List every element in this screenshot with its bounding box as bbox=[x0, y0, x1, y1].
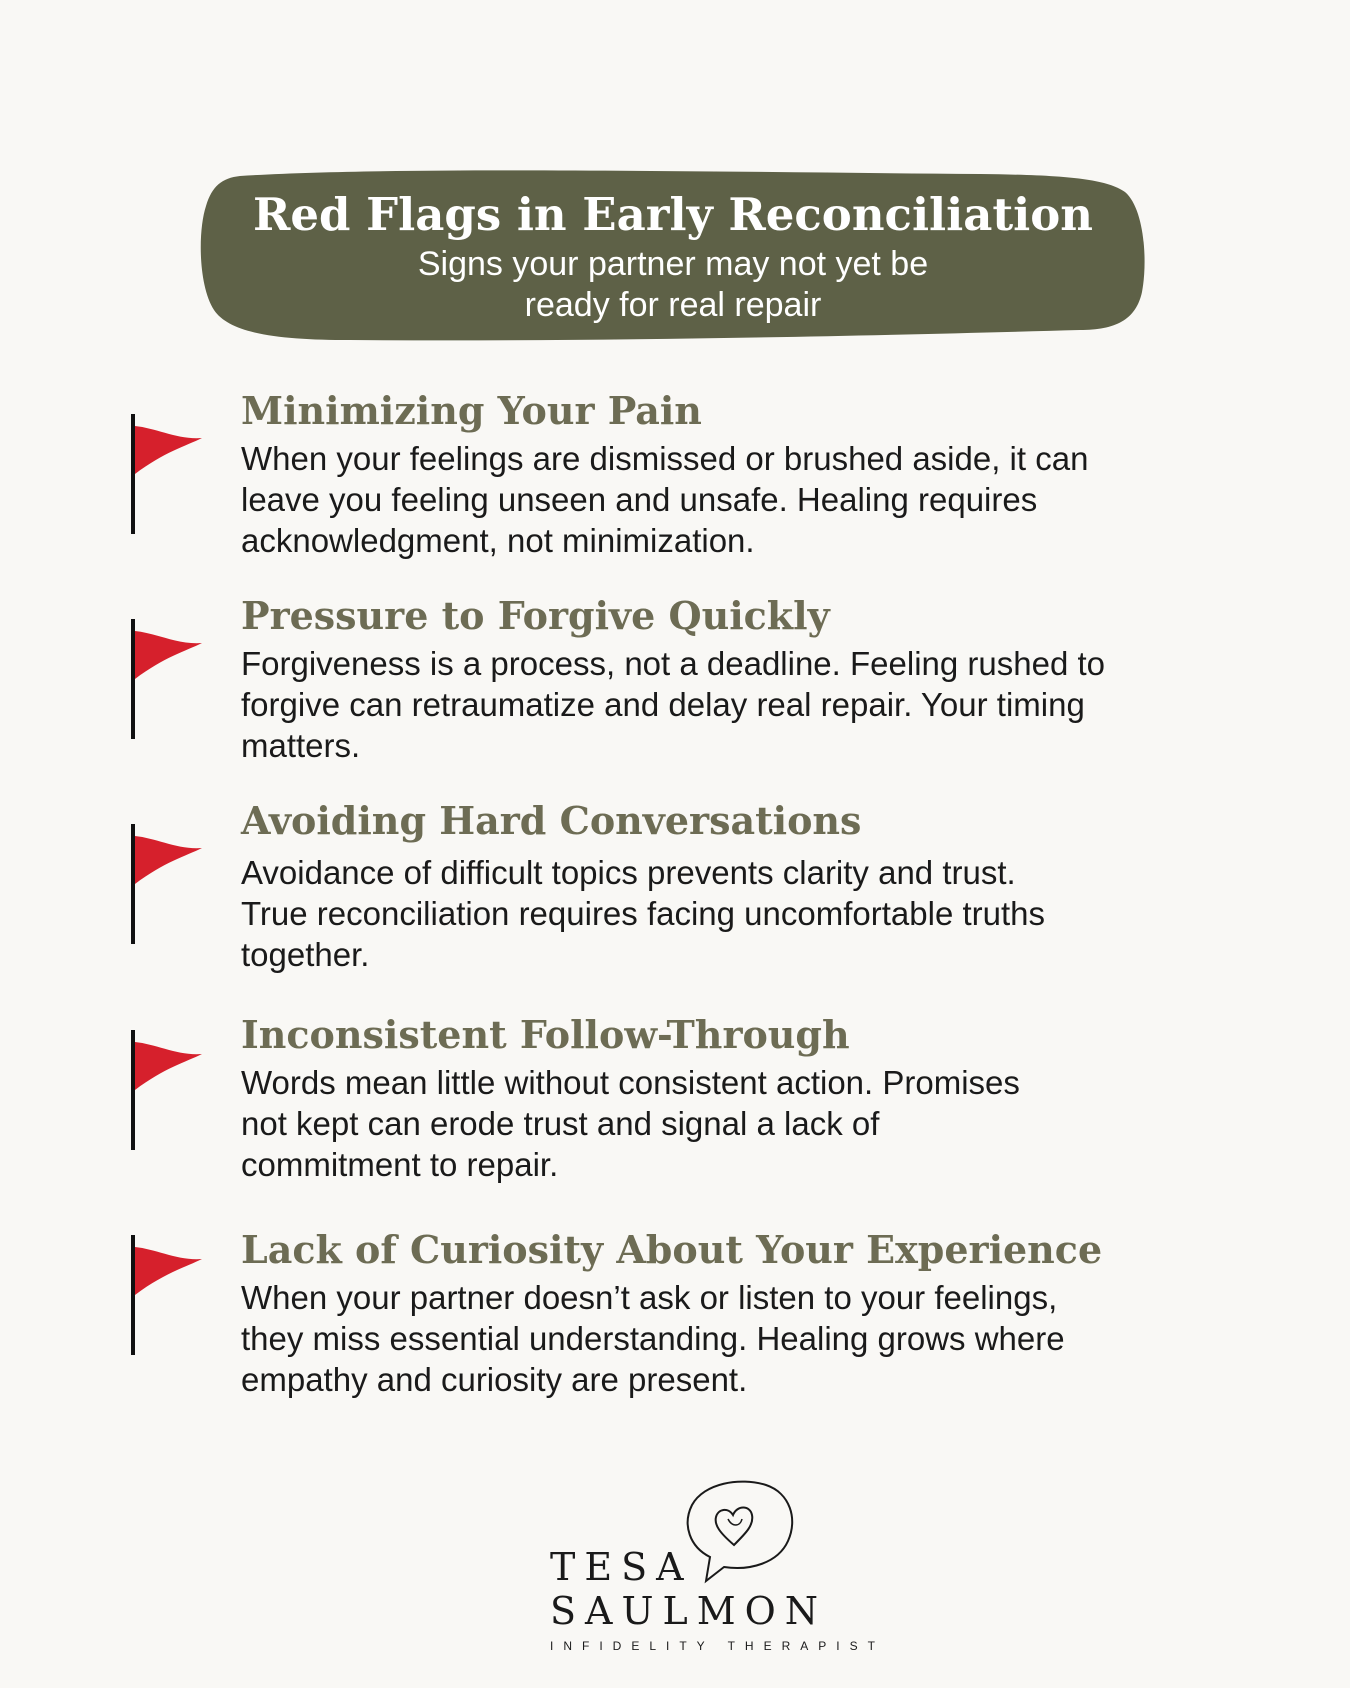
body-line: forgive can retraumatize and delay real repair. Your timing bbox=[241, 686, 1085, 723]
body-line: leave you feeling unseen and unsafe. Healing requires bbox=[241, 481, 1038, 518]
subtitle-line: Signs your partner may not yet be bbox=[417, 245, 929, 283]
item-heading: Avoiding Hard Conversations bbox=[241, 798, 862, 843]
page-title: Red Flags in Early Reconciliation bbox=[253, 188, 1093, 241]
body-line: not kept can erode trust and signal a lack of bbox=[241, 1105, 880, 1142]
body-line: matters. bbox=[241, 727, 361, 764]
subtitle-line: ready for real repair bbox=[524, 286, 822, 324]
body-line: together. bbox=[241, 936, 370, 973]
item-body bbox=[241, 643, 1241, 766]
logo-tagline: INFIDELITY THERAPIST bbox=[550, 1639, 885, 1653]
body-line: commitment to repair. bbox=[241, 1146, 559, 1183]
red-flag-icon bbox=[126, 1233, 206, 1361]
item-heading: Pressure to Forgive Quickly bbox=[241, 593, 830, 638]
page-subtitle bbox=[200, 244, 1146, 326]
body-line: When your feelings are dismissed or brushed aside, it can bbox=[241, 440, 1089, 477]
body-line: Avoidance of difficult topics prevents clarity and trust. bbox=[241, 854, 1016, 891]
body-line: Forgiveness is a process, not a deadline. Feeling rushed to bbox=[241, 645, 1105, 682]
item-body bbox=[241, 438, 1241, 561]
body-line: they miss essential understanding. Healing grows where bbox=[241, 1320, 1065, 1357]
item-heading: Minimizing Your Pain bbox=[241, 388, 702, 433]
item-body bbox=[241, 1277, 1241, 1400]
red-flag-icon bbox=[126, 412, 206, 540]
logo-name-first: TESA bbox=[550, 1545, 693, 1589]
red-flag-icon bbox=[126, 1028, 206, 1156]
item-body bbox=[241, 1062, 1241, 1185]
body-line: empathy and curiosity are present. bbox=[241, 1361, 748, 1398]
logo-name-last: SAULMON bbox=[550, 1589, 828, 1633]
item-body bbox=[241, 852, 1241, 975]
body-line: When your partner doesn’t ask or listen to your feelings, bbox=[241, 1279, 1058, 1316]
header-banner bbox=[200, 170, 1146, 342]
body-line: Words mean little without consistent action. Promises bbox=[241, 1064, 1020, 1101]
brand-logo bbox=[540, 1475, 885, 1655]
red-flag-icon bbox=[126, 822, 206, 950]
body-line: True reconciliation requires facing uncomfortable truths bbox=[241, 895, 1046, 932]
body-line: acknowledgment, not minimization. bbox=[241, 522, 755, 559]
item-heading: Inconsistent Follow-Through bbox=[241, 1012, 850, 1057]
item-heading: Lack of Curiosity About Your Experience bbox=[241, 1227, 1103, 1272]
red-flag-icon bbox=[126, 617, 206, 745]
